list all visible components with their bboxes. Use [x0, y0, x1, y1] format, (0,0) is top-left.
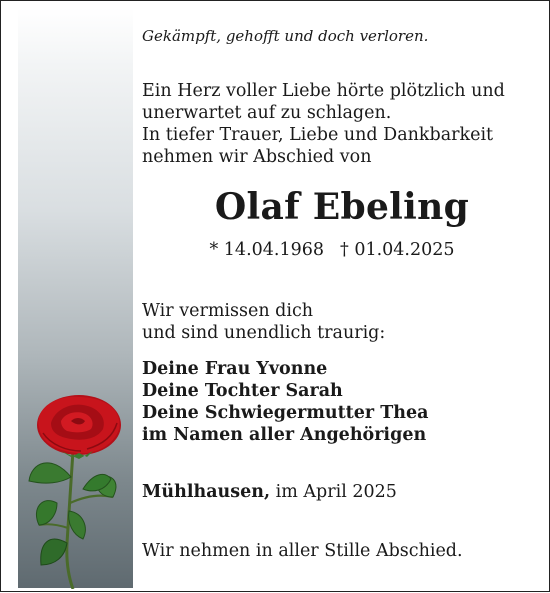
missing-line: und sind unendlich traurig:	[142, 323, 386, 343]
death-date: † 01.04.2025	[340, 240, 455, 260]
motto: Gekämpft, gehofft und doch verloren.	[142, 27, 429, 45]
mourner-line: Deine Tochter Sarah	[142, 381, 343, 401]
mourner-line: Deine Frau Yvonne	[142, 359, 328, 379]
red-rose-image	[21, 393, 136, 589]
date-text: im April 2025	[275, 482, 397, 502]
missing-paragraph	[142, 300, 385, 344]
mourner-line: im Namen aller Angehörigen	[142, 425, 427, 445]
deceased-name: Olaf Ebeling	[214, 186, 470, 228]
intro-line: unerwartet auf zu schlagen.	[142, 103, 392, 123]
place-and-date	[142, 482, 397, 502]
life-dates	[142, 240, 522, 260]
mourners-list	[142, 358, 428, 446]
intro-line: In tiefer Trauer, Liebe und Dankbarkeit	[142, 125, 494, 145]
obituary-text	[142, 1, 542, 593]
closing-line: Wir nehmen in aller Stille Abschied.	[142, 541, 463, 561]
missing-line: Wir vermissen dich	[142, 301, 314, 321]
intro-line: Ein Herz voller Liebe hörte plötzlich und	[142, 81, 505, 101]
intro-line: nehmen wir Abschied von	[142, 147, 372, 167]
birth-date: * 14.04.1968	[209, 240, 324, 260]
intro-paragraph	[142, 80, 505, 168]
mourner-line: Deine Schwiegermutter Thea	[142, 403, 429, 423]
place-name: Mühlhausen,	[142, 482, 271, 502]
